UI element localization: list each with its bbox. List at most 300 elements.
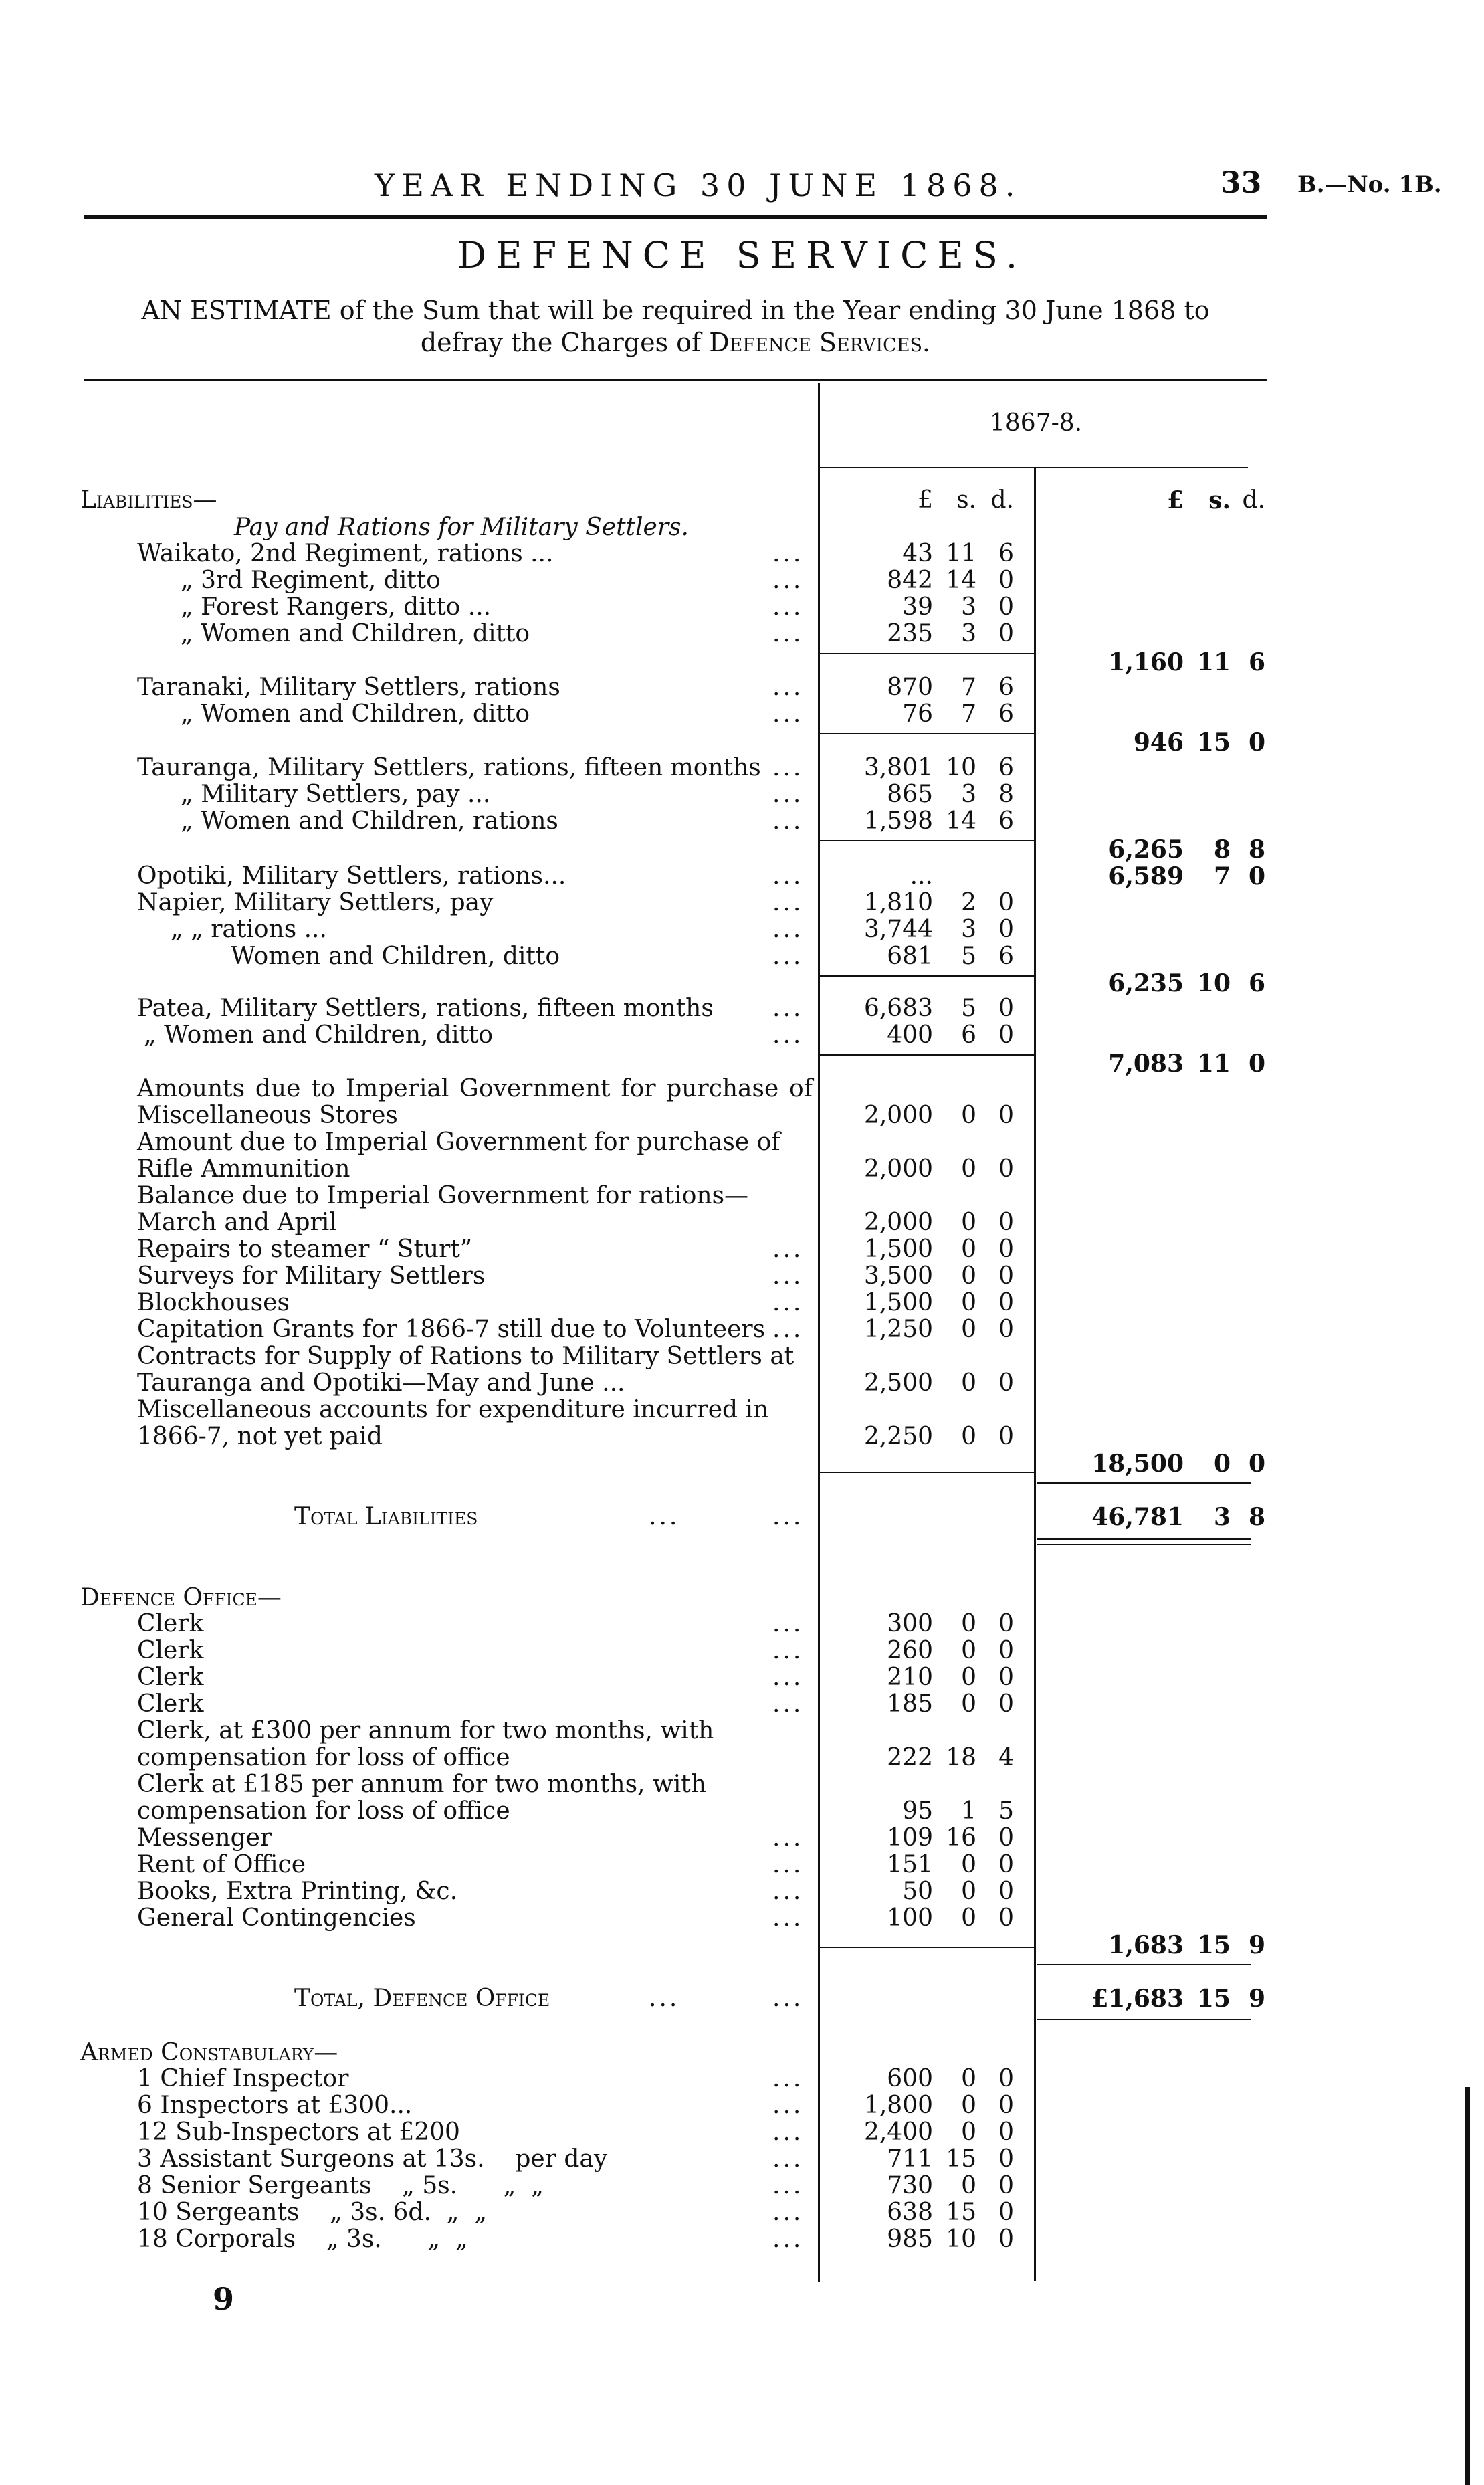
amount-shillings: 0 xyxy=(961,2172,976,2199)
total-pounds: 46,781 xyxy=(1091,1503,1184,1531)
subtotal-row xyxy=(0,1050,1484,1077)
header-pounds-1: £ xyxy=(918,486,933,514)
amount-shillings: 1 xyxy=(961,1797,976,1825)
leader-dots: ... xyxy=(772,1289,804,1316)
amount-pounds: 1,598 xyxy=(863,807,933,835)
amount-shillings: 3 xyxy=(961,781,976,808)
header-pounds-2: £ xyxy=(1166,486,1184,514)
amount-shillings: 11 xyxy=(946,540,976,567)
amount-pounds: 2,000 xyxy=(863,1209,933,1236)
table-row xyxy=(0,1905,1484,1932)
amount-pence: 0 xyxy=(998,1878,1014,1905)
column-header-rule xyxy=(820,467,1248,468)
leader-dots: ... xyxy=(772,2065,804,2092)
amount-shillings: 6 xyxy=(961,1021,976,1049)
row-label: Surveys for Military Settlers xyxy=(137,1262,486,1290)
amount-pounds: 865 xyxy=(887,781,933,808)
amount-pence: 0 xyxy=(998,1824,1014,1852)
amount-pounds: 985 xyxy=(887,2225,933,2253)
row-label: Women and Children, ditto xyxy=(231,942,560,970)
leader-dots: ... xyxy=(772,1316,804,1343)
amount-pounds: 235 xyxy=(887,620,933,648)
amount-pence: 0 xyxy=(998,2199,1014,2226)
subtotal-shillings: 0 xyxy=(1213,1450,1231,1478)
row-label: Miscellaneous accounts for expenditure incurred in 1866-7, not yet paid xyxy=(137,1396,769,1450)
amount-pence: 8 xyxy=(998,781,1014,808)
amount-pounds: 2,250 xyxy=(863,1423,933,1450)
amount-shillings: 5 xyxy=(961,942,976,970)
table-row xyxy=(0,2199,1484,2226)
page-number: 33 xyxy=(1221,166,1262,200)
leader-dots: ... xyxy=(772,942,804,970)
subtitle-caps: Defence Services. xyxy=(709,328,931,357)
amount-pence: 0 xyxy=(998,916,1014,943)
leader-dots: ... xyxy=(772,567,804,594)
table-row xyxy=(0,808,1484,835)
row-label: General Contingencies xyxy=(137,1904,416,1932)
header-year-ending: YEAR ENDING 30 JUNE 1868. xyxy=(375,167,1022,203)
leader-dots: ... xyxy=(649,1503,680,1530)
row-label: Blockhouses xyxy=(137,1289,290,1316)
total-underline-double xyxy=(1037,1544,1251,1545)
amount-shillings: 0 xyxy=(961,1637,976,1664)
subtotal-shillings: 11 xyxy=(1196,1050,1231,1078)
amount-pounds: 50 xyxy=(902,1878,933,1905)
leader-dots: ... xyxy=(772,540,804,567)
amount-pounds: 2,000 xyxy=(863,1102,933,1129)
amount-pence: 0 xyxy=(998,2172,1014,2199)
table-row xyxy=(0,1263,1484,1290)
leader-dots: ... xyxy=(772,995,804,1022)
amount-shillings: 0 xyxy=(961,1316,976,1343)
amount-pounds: 6,683 xyxy=(863,995,933,1022)
table-row xyxy=(0,1878,1484,1905)
amount-pence: 0 xyxy=(998,567,1014,594)
amount-pounds: 711 xyxy=(887,2145,933,2173)
table-row xyxy=(0,2173,1484,2199)
table-row xyxy=(0,621,1484,648)
row-label: 6 Inspectors at £300... xyxy=(137,2092,413,2119)
amount-pounds: 1,810 xyxy=(863,889,933,916)
subtotal-pence: 9 xyxy=(1248,1931,1265,1959)
total-pence: 8 xyxy=(1248,1503,1265,1531)
subtotal-shillings: 8 xyxy=(1213,835,1231,864)
amount-pounds: 222 xyxy=(887,1744,933,1771)
table-row xyxy=(0,1290,1484,1316)
currency-header-row xyxy=(0,487,1484,514)
table-row xyxy=(0,567,1484,594)
table-row xyxy=(0,1076,1484,1129)
leader-dots: ... xyxy=(772,1664,804,1691)
amount-pence: 0 xyxy=(998,1664,1014,1691)
subtotal-pounds: 6,589 xyxy=(1108,862,1184,890)
total-pence: 9 xyxy=(1248,1985,1265,2013)
row-label: Capitation Grants for 1866-7 still due to Volunteers xyxy=(137,1316,766,1343)
amount-pence: 6 xyxy=(998,674,1014,701)
table-row xyxy=(0,594,1484,621)
row-label: „ Military Settlers, pay ... xyxy=(181,781,491,808)
amount-pounds: 39 xyxy=(902,593,933,621)
amount-shillings: 7 xyxy=(961,674,976,701)
table-row xyxy=(0,2066,1484,2092)
leader-dots: ... xyxy=(772,1021,804,1049)
table-row xyxy=(0,755,1484,781)
total-underline xyxy=(1037,2019,1251,2020)
subtotal-shillings: 10 xyxy=(1196,969,1231,997)
table-row xyxy=(0,2092,1484,2119)
page-title: DEFENCE SERVICES. xyxy=(457,234,1027,276)
subtotal-row xyxy=(0,729,1484,756)
row-label: Tauranga, Military Settlers, rations, fifteen months xyxy=(137,754,761,781)
header-rule xyxy=(84,215,1267,219)
amount-pence: 0 xyxy=(998,1262,1014,1290)
subtotal-pounds: 1,160 xyxy=(1108,648,1184,676)
amount-pence: 0 xyxy=(998,2092,1014,2119)
leader-dots: ... xyxy=(772,1851,804,1878)
amount-pence: 0 xyxy=(998,1904,1014,1932)
table-row xyxy=(0,995,1484,1022)
section-defence-office: Defence Office— xyxy=(80,1584,282,1611)
table-row xyxy=(0,781,1484,808)
total-underline xyxy=(1037,1538,1251,1540)
amount-pounds: 2,000 xyxy=(863,1155,933,1183)
leader-dots: ... xyxy=(772,593,804,621)
subtotal-row xyxy=(0,649,1484,676)
amount-pounds: 681 xyxy=(887,942,933,970)
amount-pounds: 2,400 xyxy=(863,2118,933,2146)
row-label: Amounts due to Imperial Government for purchase of Miscellaneous Stores xyxy=(137,1075,813,1129)
total-defence-office-label: Total, Defence Office xyxy=(294,1985,550,2012)
leader-dots: ... xyxy=(772,2225,804,2253)
amount-pence: 0 xyxy=(998,1637,1014,1664)
leader-dots: ... xyxy=(772,1824,804,1852)
subtotal-pence: 0 xyxy=(1248,862,1265,890)
amount-pounds: 1,250 xyxy=(863,1316,933,1343)
amount-pounds: 638 xyxy=(887,2199,933,2226)
table-row xyxy=(0,1236,1484,1263)
amount-shillings: 0 xyxy=(961,1235,976,1263)
amount-pounds: ... xyxy=(910,862,933,890)
leader-dots: ... xyxy=(772,674,804,701)
leader-dots: ... xyxy=(772,754,804,781)
amount-pence: 0 xyxy=(998,1155,1014,1183)
amount-shillings: 0 xyxy=(961,1262,976,1290)
row-label: „ „ rations ... xyxy=(171,916,327,943)
subtotal-pence: 0 xyxy=(1248,728,1265,757)
amount-pounds: 1,500 xyxy=(863,1289,933,1316)
table-row xyxy=(0,1771,1484,1825)
amount-shillings: 10 xyxy=(946,2225,976,2253)
amount-pence: 0 xyxy=(998,889,1014,916)
amount-pounds: 400 xyxy=(887,1021,933,1049)
header-pence-2: d. xyxy=(1242,486,1265,514)
leader-dots: ... xyxy=(772,2172,804,2199)
row-label: 3 Assistant Surgeons at 13s. per day xyxy=(137,2145,608,2173)
amount-pence: 4 xyxy=(998,1744,1014,1771)
row-label: „ Women and Children, ditto xyxy=(144,1021,494,1049)
amount-pence: 6 xyxy=(998,754,1014,781)
subtotal-shillings: 15 xyxy=(1196,1931,1231,1959)
section-liabilities-label: Liabilities— xyxy=(80,486,217,514)
leader-dots: ... xyxy=(772,1690,804,1718)
amount-shillings: 0 xyxy=(961,2065,976,2092)
amount-shillings: 0 xyxy=(961,1851,976,1878)
subtotal-pounds: 18,500 xyxy=(1091,1450,1184,1478)
leader-dots: ... xyxy=(772,2092,804,2119)
row-label: Waikato, 2nd Regiment, rations ... xyxy=(137,540,554,567)
header-shillings-2: s. xyxy=(1208,486,1231,514)
amount-pounds: 151 xyxy=(887,1851,933,1878)
amount-pounds: 870 xyxy=(887,674,933,701)
amount-pence: 0 xyxy=(998,593,1014,621)
subtotal-pence: 6 xyxy=(1248,969,1265,997)
leader-dots: ... xyxy=(772,862,804,890)
row-label: „ Forest Rangers, ditto ... xyxy=(181,593,492,621)
amount-pence: 0 xyxy=(998,1369,1014,1397)
subtotal-pence: 0 xyxy=(1248,1050,1265,1078)
table-row xyxy=(0,1183,1484,1236)
amount-pence: 0 xyxy=(998,1610,1014,1637)
amount-shillings: 10 xyxy=(946,754,976,781)
row-label: Clerk, at £300 per annum for two months, with compensation for loss of office xyxy=(137,1717,714,1771)
amount-pence: 6 xyxy=(998,807,1014,835)
leader-dots: ... xyxy=(772,1235,804,1263)
row-label: Books, Extra Printing, &c. xyxy=(137,1878,458,1905)
leader-dots: ... xyxy=(772,620,804,648)
row-label: „ 3rd Regiment, ditto xyxy=(181,567,441,594)
leader-dots: ... xyxy=(772,700,804,728)
row-label: Opotiki, Military Settlers, rations... xyxy=(137,862,566,890)
row-label: 10 Sergeants „ 3s. 6d. „ „ xyxy=(137,2199,487,2226)
document-reference: B.—No. 1B. xyxy=(1297,171,1442,198)
amount-shillings: 16 xyxy=(946,1824,976,1852)
leader-dots: ... xyxy=(772,2145,804,2173)
row-label: Rent of Office xyxy=(137,1851,306,1878)
leader-dots: ... xyxy=(772,1904,804,1932)
row-label: Clerk xyxy=(137,1637,204,1664)
amount-shillings: 3 xyxy=(961,593,976,621)
amount-pence: 5 xyxy=(998,1797,1014,1825)
amount-pence: 0 xyxy=(998,1102,1014,1129)
subtotal-pounds: 7,083 xyxy=(1108,1050,1184,1078)
subtotal-pounds: 6,235 xyxy=(1108,969,1184,997)
leader-dots: ... xyxy=(772,1503,804,1530)
table-row xyxy=(0,674,1484,701)
subtotal-shillings: 7 xyxy=(1213,862,1231,890)
subtotal-shillings: 15 xyxy=(1196,728,1231,757)
row-label: Napier, Military Settlers, pay xyxy=(137,889,494,916)
table-row xyxy=(0,916,1484,943)
row-label: Contracts for Supply of Rations to Military Settlers at Tauranga and Opotiki—May and June ... xyxy=(137,1343,794,1397)
table-row xyxy=(0,2146,1484,2173)
total-shillings: 15 xyxy=(1196,1985,1231,2013)
amount-shillings: 0 xyxy=(961,1423,976,1450)
subtotal-pounds: 946 xyxy=(1133,728,1184,757)
table-row xyxy=(0,1637,1484,1664)
amount-pounds: 600 xyxy=(887,2065,933,2092)
total-liabilities-row xyxy=(0,1504,1484,1530)
amount-pounds: 185 xyxy=(887,1690,933,1718)
table-row xyxy=(0,1129,1484,1183)
row-label: „ Women and Children, ditto xyxy=(181,620,530,648)
amount-shillings: 3 xyxy=(961,620,976,648)
total-liabilities-label: Total Liabilities xyxy=(294,1503,478,1530)
amount-pence: 0 xyxy=(998,1209,1014,1236)
amount-pounds: 260 xyxy=(887,1637,933,1664)
amount-shillings: 0 xyxy=(961,1664,976,1691)
amount-shillings: 0 xyxy=(961,1209,976,1236)
header-pence-1: d. xyxy=(990,486,1014,514)
row-label: „ Women and Children, rations xyxy=(181,807,558,835)
amount-pence: 0 xyxy=(998,1690,1014,1718)
row-label: Clerk xyxy=(137,1664,204,1691)
amount-pence: 0 xyxy=(998,1423,1014,1450)
amount-pence: 6 xyxy=(998,700,1014,728)
printer-signature: 9 xyxy=(213,2281,235,2317)
subtotal-row xyxy=(0,970,1484,997)
amount-pounds: 1,500 xyxy=(863,1235,933,1263)
amount-shillings: 15 xyxy=(946,2145,976,2173)
total-pounds: £1,683 xyxy=(1091,1985,1184,2013)
amount-pence: 0 xyxy=(998,620,1014,648)
row-label: Repairs to steamer “ Sturt” xyxy=(137,1235,473,1263)
table-row xyxy=(0,1718,1484,1771)
amount-pence: 0 xyxy=(998,995,1014,1022)
leader-dots: ... xyxy=(772,2118,804,2146)
table-row xyxy=(0,863,1484,890)
section-armed-constabulary: Armed Constabulary— xyxy=(80,2039,338,2066)
row-label: Balance due to Imperial Government for rations—March and April xyxy=(137,1182,749,1236)
amount-shillings: 0 xyxy=(961,1289,976,1316)
amount-shillings: 5 xyxy=(961,995,976,1022)
amount-pounds: 210 xyxy=(887,1664,933,1691)
row-label: Patea, Military Settlers, rations, fifteen months xyxy=(137,995,714,1022)
leader-dots: ... xyxy=(772,2199,804,2226)
leader-dots: ... xyxy=(772,889,804,916)
subtotal-row xyxy=(0,836,1484,863)
amount-pounds: 3,801 xyxy=(863,754,933,781)
section-liabilities xyxy=(80,487,217,514)
amount-pence: 0 xyxy=(998,2225,1014,2253)
subtotal-shillings: 11 xyxy=(1196,648,1231,676)
table-row xyxy=(0,943,1484,970)
leader-dots: ... xyxy=(772,1878,804,1905)
amount-pence: 0 xyxy=(998,2118,1014,2146)
binding-edge xyxy=(1465,2087,1470,2485)
row-label: Messenger xyxy=(137,1824,272,1852)
table-row xyxy=(0,2226,1484,2253)
total-rule xyxy=(1037,1964,1251,1965)
table-row xyxy=(0,701,1484,728)
table-row xyxy=(0,1316,1484,1343)
amount-shillings: 0 xyxy=(961,2092,976,2119)
leader-dots: ... xyxy=(772,1262,804,1290)
amount-pence: 0 xyxy=(998,1289,1014,1316)
leader-dots: ... xyxy=(772,1637,804,1664)
leader-dots: ... xyxy=(772,807,804,835)
estimate-subtitle xyxy=(100,294,1251,359)
table-row xyxy=(0,1611,1484,1637)
subtotal-pence: 8 xyxy=(1248,835,1265,864)
leader-dots: ... xyxy=(772,1610,804,1637)
amount-pence: 6 xyxy=(998,942,1014,970)
table-row xyxy=(0,1691,1484,1718)
table-row xyxy=(0,1397,1484,1450)
amount-shillings: 0 xyxy=(961,2118,976,2146)
section-pay-rations: Pay and Rations for Military Settlers. xyxy=(234,514,689,541)
leader-dots: ... xyxy=(649,1985,680,2012)
amount-pence: 0 xyxy=(998,1851,1014,1878)
amount-pence: 0 xyxy=(998,1235,1014,1263)
amount-pounds: 2,500 xyxy=(863,1369,933,1397)
amount-pence: 0 xyxy=(998,2145,1014,2173)
row-label: 8 Senior Sergeants „ 5s. „ „ xyxy=(137,2172,544,2199)
subtotal-row xyxy=(0,1450,1484,1477)
table-row xyxy=(0,540,1484,567)
table-row xyxy=(0,1664,1484,1691)
total-shillings: 3 xyxy=(1213,1503,1231,1531)
amount-pounds: 95 xyxy=(902,1797,933,1825)
row-label: Clerk xyxy=(137,1690,204,1718)
amount-pence: 0 xyxy=(998,1316,1014,1343)
table-row xyxy=(0,1022,1484,1049)
amount-shillings: 14 xyxy=(946,567,976,594)
amount-pounds: 43 xyxy=(902,540,933,567)
amount-pounds: 1,800 xyxy=(863,2092,933,2119)
total-defence-office-row xyxy=(0,1985,1484,2012)
amount-shillings: 0 xyxy=(961,1155,976,1183)
amount-shillings: 2 xyxy=(961,889,976,916)
amount-shillings: 7 xyxy=(961,700,976,728)
amount-pounds: 100 xyxy=(887,1904,933,1932)
subtotal-pounds: 1,683 xyxy=(1108,1931,1184,1959)
amount-pence: 0 xyxy=(998,1021,1014,1049)
row-label: Amount due to Imperial Government for purchase of Rifle Ammunition xyxy=(137,1128,780,1183)
table-row xyxy=(0,890,1484,916)
subtotal-pence: 0 xyxy=(1248,1450,1265,1478)
header-shillings-1: s. xyxy=(956,486,976,514)
total-rule xyxy=(1037,1482,1251,1484)
leader-dots: ... xyxy=(772,916,804,943)
amount-pounds: 109 xyxy=(887,1824,933,1852)
amount-pounds: 76 xyxy=(902,700,933,728)
table-row xyxy=(0,1852,1484,1878)
amount-shillings: 18 xyxy=(946,1744,976,1771)
amount-pence: 0 xyxy=(998,2065,1014,2092)
row-label: Taranaki, Military Settlers, rations xyxy=(137,674,560,701)
row-label: Clerk xyxy=(137,1610,204,1637)
row-label: „ Women and Children, ditto xyxy=(181,700,530,728)
amount-shillings: 0 xyxy=(961,1610,976,1637)
row-label: 18 Corporals „ 3s. „ „ xyxy=(137,2225,468,2253)
subtotal-pence: 6 xyxy=(1248,648,1265,676)
amount-pounds: 842 xyxy=(887,567,933,594)
leader-dots: ... xyxy=(772,781,804,808)
amount-shillings: 0 xyxy=(961,1878,976,1905)
table-row xyxy=(0,2119,1484,2146)
amount-shillings: 0 xyxy=(961,1904,976,1932)
amount-shillings: 0 xyxy=(961,1369,976,1397)
row-label: Clerk at £185 per annum for two months, with compensation for loss of office xyxy=(137,1771,706,1825)
subtitle-text: AN ESTIMATE of the Sum that will be required in the Year ending 30 June 1868 to defray the Charges of xyxy=(141,296,1210,357)
subtotal-pounds: 6,265 xyxy=(1108,835,1184,864)
subtotal-row xyxy=(0,1932,1484,1959)
amount-shillings: 0 xyxy=(961,1102,976,1129)
amount-shillings: 15 xyxy=(946,2199,976,2226)
table-row xyxy=(0,1343,1484,1397)
amount-shillings: 0 xyxy=(961,1690,976,1718)
amount-pence: 6 xyxy=(998,540,1014,567)
